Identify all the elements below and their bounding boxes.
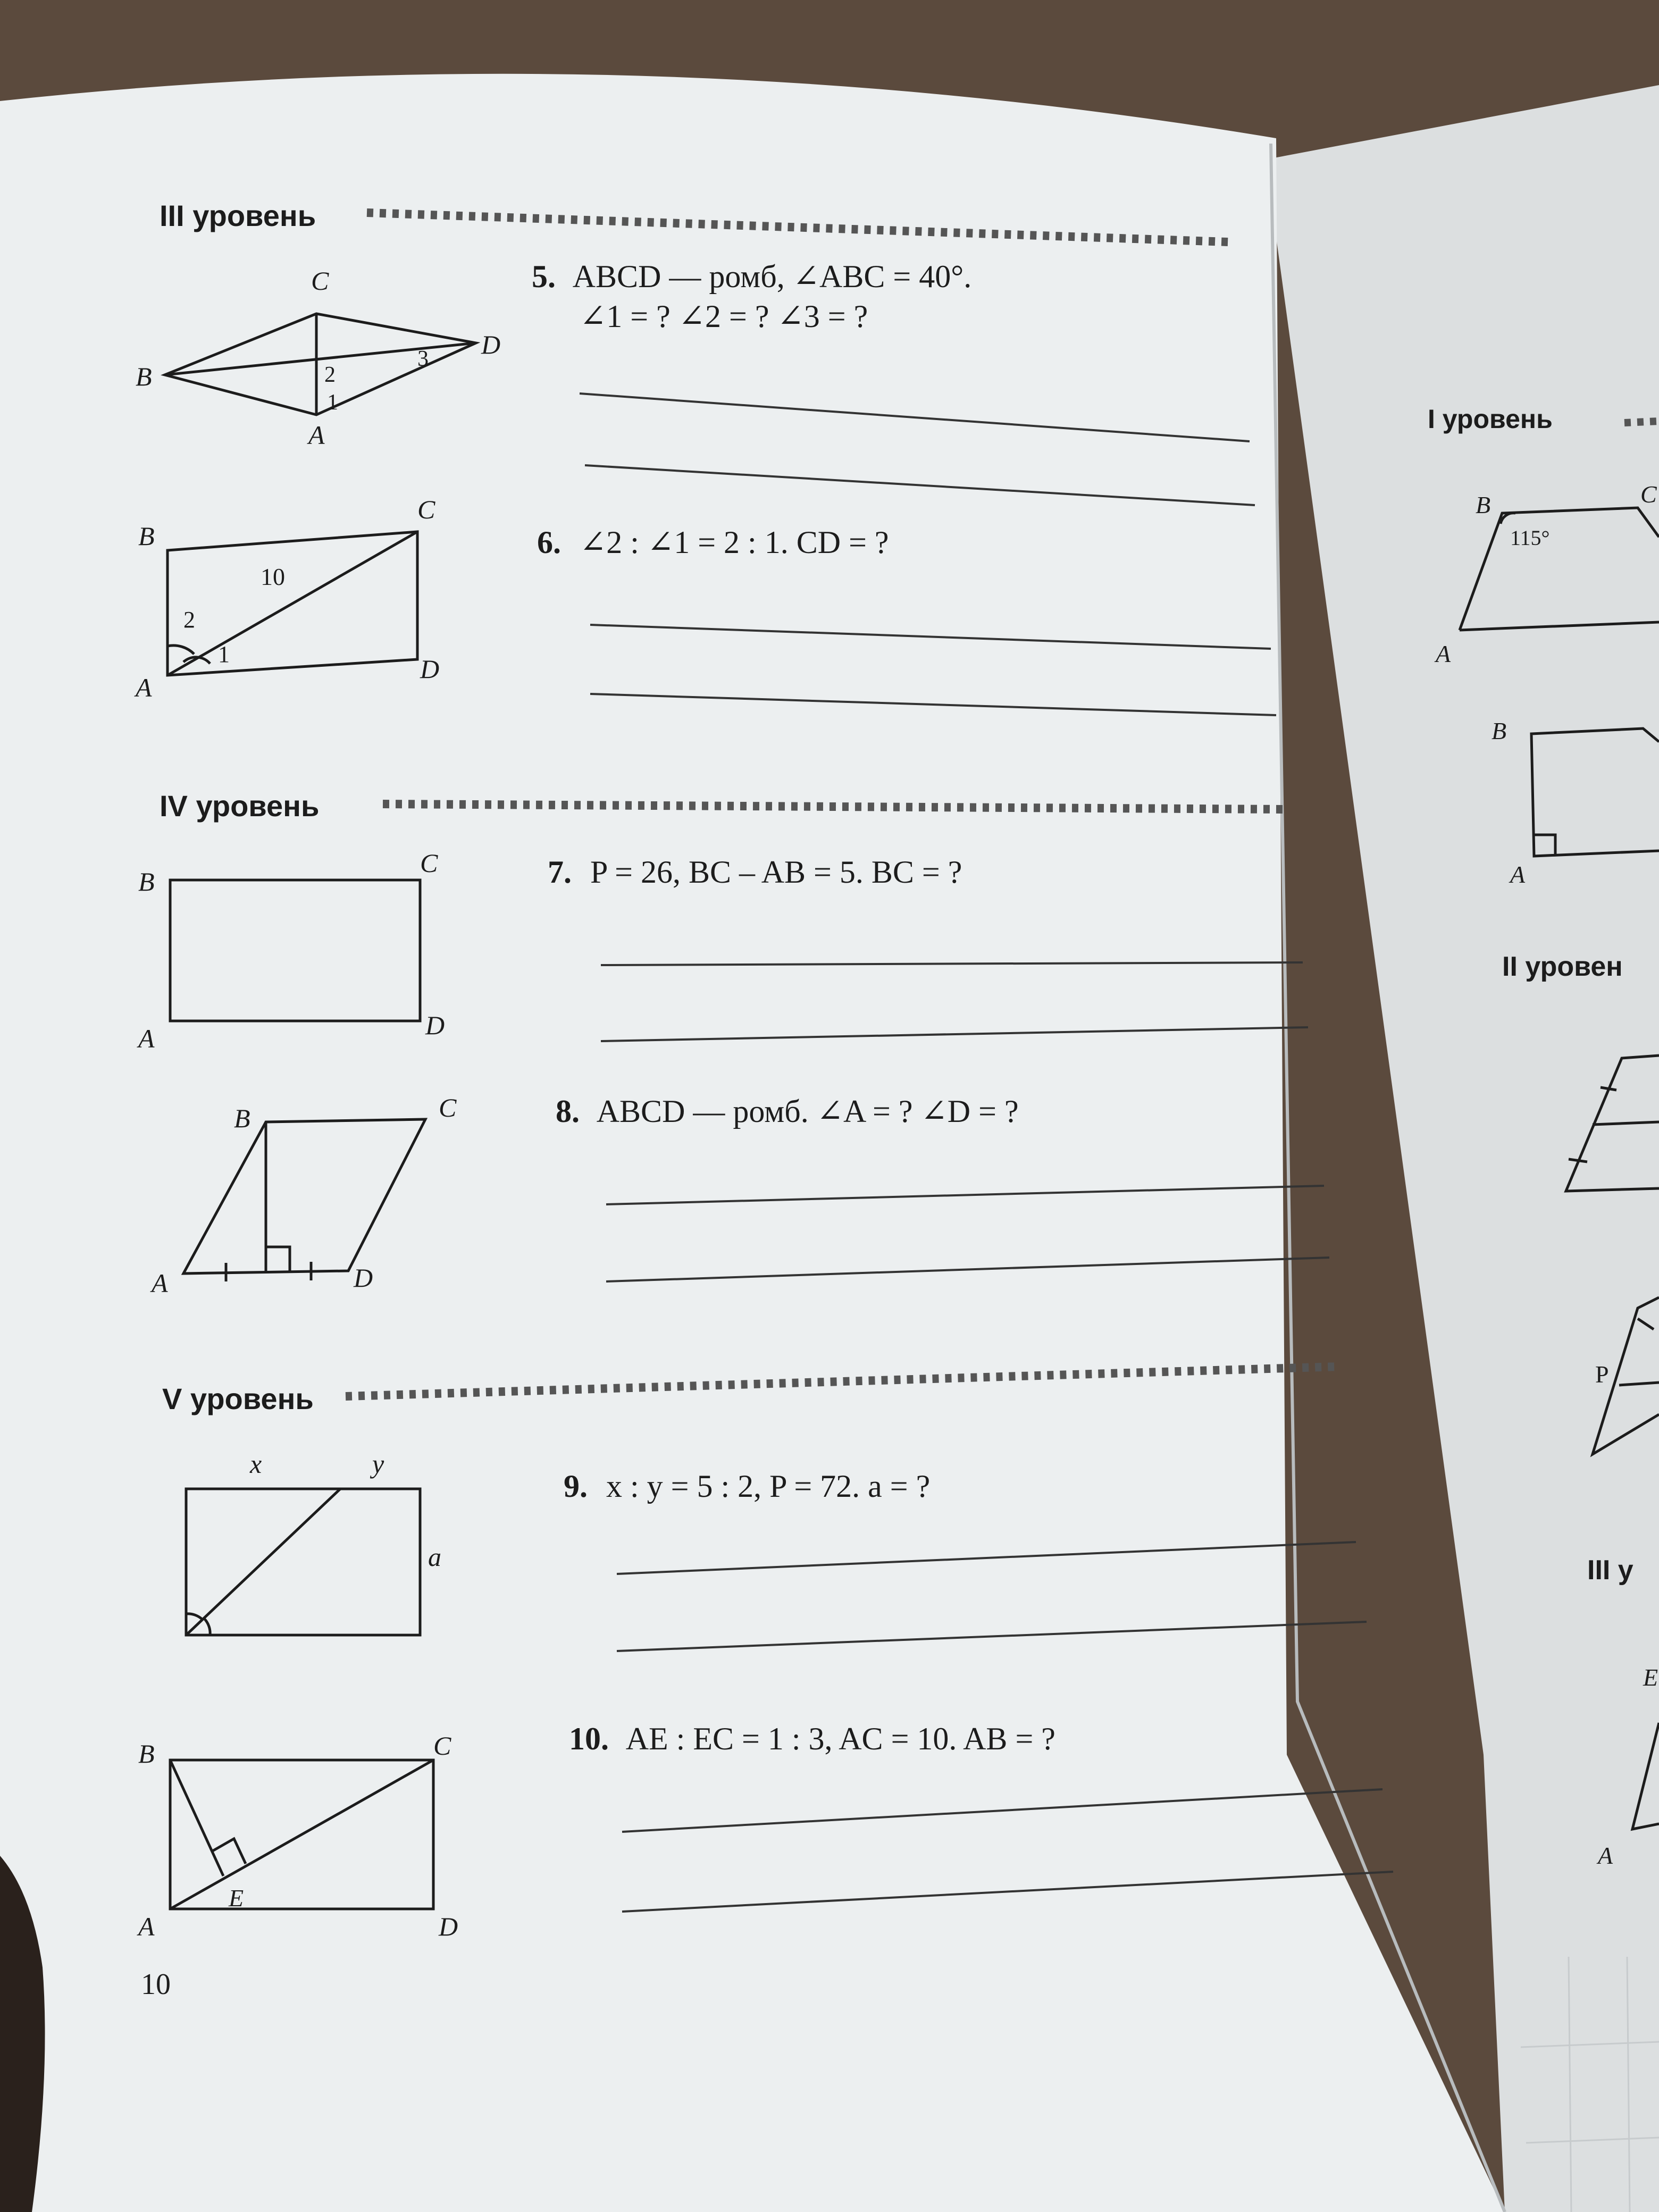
task-number: 8. (556, 1094, 580, 1129)
page-number: 10 (141, 1968, 171, 2001)
task-condition: x : y = 5 : 2, P = 72. a = ? (606, 1469, 931, 1504)
vertex-label: C (311, 266, 329, 296)
task-condition: ABCD — ромб, ∠ABC = 40°. (572, 259, 972, 294)
vertex-label: B (138, 867, 155, 896)
task-condition: ABCD — ромб. ∠A = ? ∠D = ? (596, 1094, 1019, 1129)
vertex-label: C (417, 495, 435, 524)
vertex-label: D (425, 1010, 445, 1040)
vertex-label: B (138, 521, 155, 551)
right-level-header-3 (1587, 1555, 1633, 1586)
vertex-label: B (234, 1103, 250, 1133)
task-number: 9. (564, 1469, 588, 1504)
vertex-label: D (439, 1912, 458, 1941)
vertex-label: A (152, 1268, 168, 1298)
task-number: 6. (537, 525, 561, 560)
dashed-divider (1624, 421, 1659, 423)
vertex-label: C (420, 848, 438, 878)
svg-text:5. ABCD — ромб, ∠ABC = (532, 259, 971, 294)
vertex-label: C (433, 1731, 451, 1761)
task-number: 10. (569, 1721, 609, 1756)
vertex-label: A (138, 1912, 155, 1941)
vertex-label: D (354, 1263, 373, 1293)
angle-label: 1 (327, 390, 338, 415)
task-condition: P = 26, BC – AB = 5. BC = ? (590, 854, 962, 890)
length-label: 10 (261, 563, 285, 590)
angle-label: 1 (218, 641, 230, 667)
level-label: V уровень (162, 1382, 314, 1415)
vertex-label: D (481, 330, 501, 359)
task-number: 7. (548, 854, 572, 890)
point-label: P (1595, 1361, 1609, 1388)
level-label: I уровень (1428, 404, 1553, 434)
vertex-label: A (1598, 1842, 1613, 1869)
vertex-label: B (1492, 717, 1507, 744)
vertex-label: D (420, 654, 440, 684)
task-number: 5. (532, 259, 556, 294)
angle-label: 2 (324, 363, 336, 387)
angle-label: 115° (1510, 526, 1550, 550)
svg-text:9. x : y = 5 : 2, P = (564, 1469, 930, 1504)
vertex-label: B (138, 1739, 155, 1769)
svg-text:6. ∠2 : ∠1 = 2 : 1. CD (537, 525, 889, 560)
vertex-label: A (136, 673, 152, 702)
vertex-label: B (1476, 491, 1491, 518)
level-label: IV уровень (160, 789, 320, 823)
level-label: III у (1587, 1555, 1633, 1586)
level-label: III уровень (160, 199, 316, 232)
svg-text:8. ABCD — ромб. ∠A = ? (556, 1094, 1019, 1129)
right-level-header-2 (1502, 951, 1623, 982)
segment-label: x (250, 1449, 262, 1479)
svg-text:10. AE : EC = 1 : 3, A (569, 1721, 1055, 1756)
task-condition: AE : EC = 1 : 3, AC = 10. AB = ? (625, 1721, 1055, 1756)
vertex-label: B (136, 362, 152, 391)
level-label: II уровен (1502, 951, 1623, 982)
segment-label: y (372, 1449, 384, 1479)
task-condition: ∠2 : ∠1 = 2 : 1. CD = ? (580, 525, 889, 560)
vertex-label: C (1640, 481, 1657, 508)
vertex-label: A (138, 1024, 155, 1053)
point-label: E (229, 1884, 244, 1912)
vertex-label: A (1436, 640, 1451, 667)
vertex-label: C (439, 1093, 457, 1122)
angle-label: 3 (417, 347, 429, 371)
svg-text:7. P = 26, BC – AB = 5 (548, 854, 962, 890)
angle-label: 2 (183, 607, 195, 633)
vertex-label: A (1510, 861, 1526, 888)
vertex-label: E (1643, 1664, 1658, 1691)
segment-label: a (428, 1542, 441, 1572)
vertex-label: A (308, 420, 325, 450)
task-question: ∠1 = ? ∠2 = ? ∠3 = ? (580, 299, 868, 334)
